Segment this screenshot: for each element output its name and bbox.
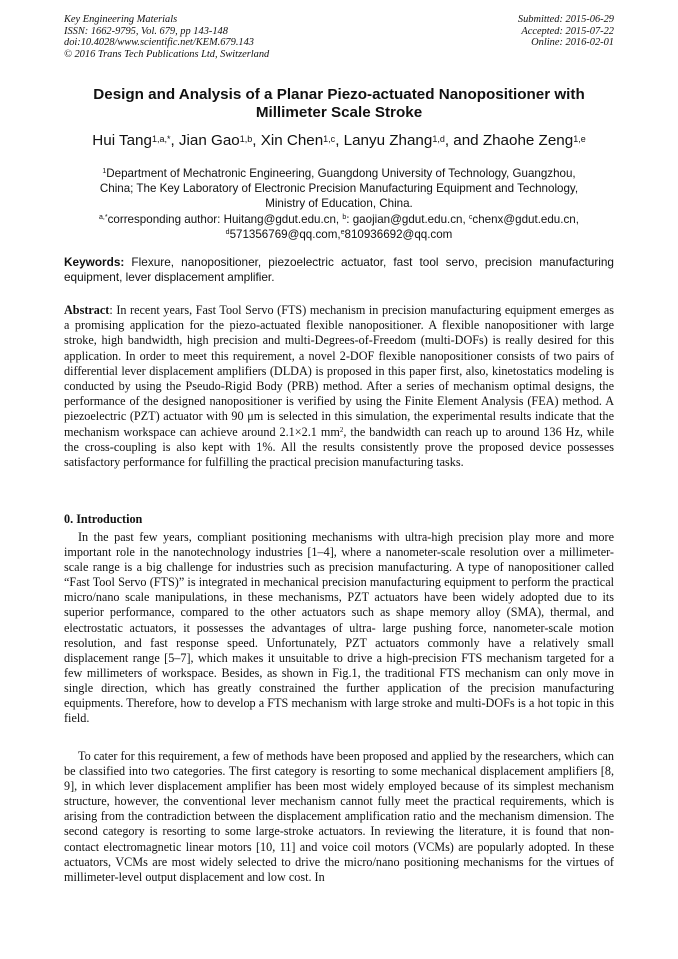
keywords-label: Keywords: xyxy=(64,255,125,269)
journal-info xyxy=(64,14,269,60)
superscript: 2 xyxy=(339,425,344,434)
online-date: Online: 2016-02-01 xyxy=(531,37,614,49)
issn-line: ISSN: 1662-9795, Vol. 679, pp 143-148 xyxy=(64,25,228,37)
doi-link[interactable]: doi:10.4028/www.scientific.net/KEM.679.143 xyxy=(64,37,254,49)
paper-title: Design and Analysis of a Planar Piezo-actuated Nanopositioner with Millimeter Scale Stroke xyxy=(93,86,585,121)
keywords-block xyxy=(64,255,614,284)
affiliation-line: $^1$Department of Mechatronic Engineering, Guangdong University of Technology, Guangzhou, xyxy=(102,167,576,180)
body-paragraph: To cater for this requirement, a few of methods have been proposed and applied by the researchers, which can be classified into two categories. The first category is resorting to some mechanical displacement amplifiers [8, 9], in which lever displacement amplifier has been most widely employed because of its simplest mechanism structure, however, the conventional lever mechanism cannot fully meet the practical requirements, which is arising from the contradiction between the displacement amplification ratio and the mechanism dimension. The second category is resorting to some large-stroke actuators. In reviewing the literature, it is found that non-contact electromagnetic linear motors [10, 11] and voice coil motors (VCMs) are popularly adopted. In these actuators, VCMs are most widely selected to drive the micro/nano positioning mechanisms for the virtues of millimeter-level output displacement and low cost. In xyxy=(64,749,614,884)
keywords-text: Flexure, nanopositioner, piezoelectric actuator, fast tool servo, precision manufacturing equipment, lever displacement amplifier. xyxy=(64,255,614,284)
abstract-text: , the bandwidth can reach up to around 136 Hz, while the cross-coupling is also kept with 1%. All the results consistently prove the proposed device possesses satisfactory performance for fulfilling the practical precision manufacturing tasks. xyxy=(64,424,614,470)
abstract-block xyxy=(64,303,614,470)
affiliation-block xyxy=(64,166,614,242)
email-line: $^{a,*}$corresponding author: Huitang@gdut.edu.cn, $^b$: gaojian@gdut.edu.cn, $^c$chenx@gdut.edu.cn, xyxy=(99,212,579,226)
accepted-date: Accepted: 2015-07-22 xyxy=(521,25,614,37)
author: Jian Gao$^{1,b}$, xyxy=(178,132,261,149)
author: Lanyu Zhang$^{1,d}$, and xyxy=(343,132,483,149)
abstract-text: : In recent years, Fast Tool Servo (FTS) mechanism in precision manufacturing equipment emerges as a promising application for the piezo-actuated flexible nanopositioner. A flexible nanopositioner with large stroke, high bandwidth, high precision and multi-Degrees-of-Freedom (multi-DOFs) is really desired for this application. In order to meet this requirement, a novel 2-DOF flexible nanopositioner consists of two pairs of differential lever displacement amplifiers (DLDA) is proposed in this paper first, also, kinetostatics modeling is conducted by using the Pseudo-Rigid Body (PRB) method. After a series of mechanism optimal designs, the performance of the designed nanopositioner is verified by using the Finite Element Analysis (FEA) method. A piezoelectric (PZT) actuator with 90 μm is selected in this simulation, the experimental results indicate that the mechanism workspace can achieve around 2.1×2.1 mm xyxy=(64,303,614,439)
submitted-date: Submitted: 2015-06-29 xyxy=(517,14,614,25)
copyright-line: © 2016 Trans Tech Publications Ltd, Switzerland xyxy=(64,48,270,60)
section-heading: 0. Introduction xyxy=(64,512,143,526)
journal-name: Key Engineering Materials xyxy=(64,14,178,25)
publication-dates xyxy=(518,14,614,49)
affiliation-line: Ministry of Education, China. xyxy=(265,197,413,211)
affiliation-line: China; The Key Laboratory of Electronic Precision Manufacturing Equipment and Technology, xyxy=(99,182,579,196)
body-paragraph: In the past few years, compliant positioning mechanisms with ultra-high precision play more and more important role in the nanotechnology industries [1–4], where a nanometer-scale resolution over a millimeter-scale range is a big challenge for industries such as precision manufacturing. A type of nanopositioner called “Fast Tool Servo (FTS)” is integrated in mechanical precision manufacturing equipment to perform the practical micro/nano scale manipulations, in these mechanisms, PZT actuators have been widely adopted due to its superior performance, compared to the other actuators such as shape memory alloy (SMA), thermal, and electrostatic actuators, it possesses the advantages of ultra- large pushing force, nanometer-scale motion resolution, and fast response speed. Unfortunately, PZT actuators commonly have a relatively small displacement range [5–7], which makes it unsuitable to drive a high-precision FTS mechanism targeted for a few millimeters of workspace. Besides, as shown in Fig.1, the traditional FTS mechanism can only move in single direction, which has greatly constrained the further application of the precision manufacturing equipments. Therefore, how to develop a FTS mechanism with large stroke and multi-DOFs is a hot topic in this field. xyxy=(64,530,614,726)
author: Zhaohe Zeng$^{1,e}$ xyxy=(482,132,586,149)
abstract-label: Abstract xyxy=(64,303,110,317)
author: Hui Tang$^{1,a,*}$, xyxy=(92,132,179,149)
email-line: $^d$571356769@qq.com,$^e$810936692@qq.com xyxy=(225,227,453,241)
author: Xin Chen$^{1,c}$, xyxy=(260,132,344,149)
author-list xyxy=(40,132,638,150)
